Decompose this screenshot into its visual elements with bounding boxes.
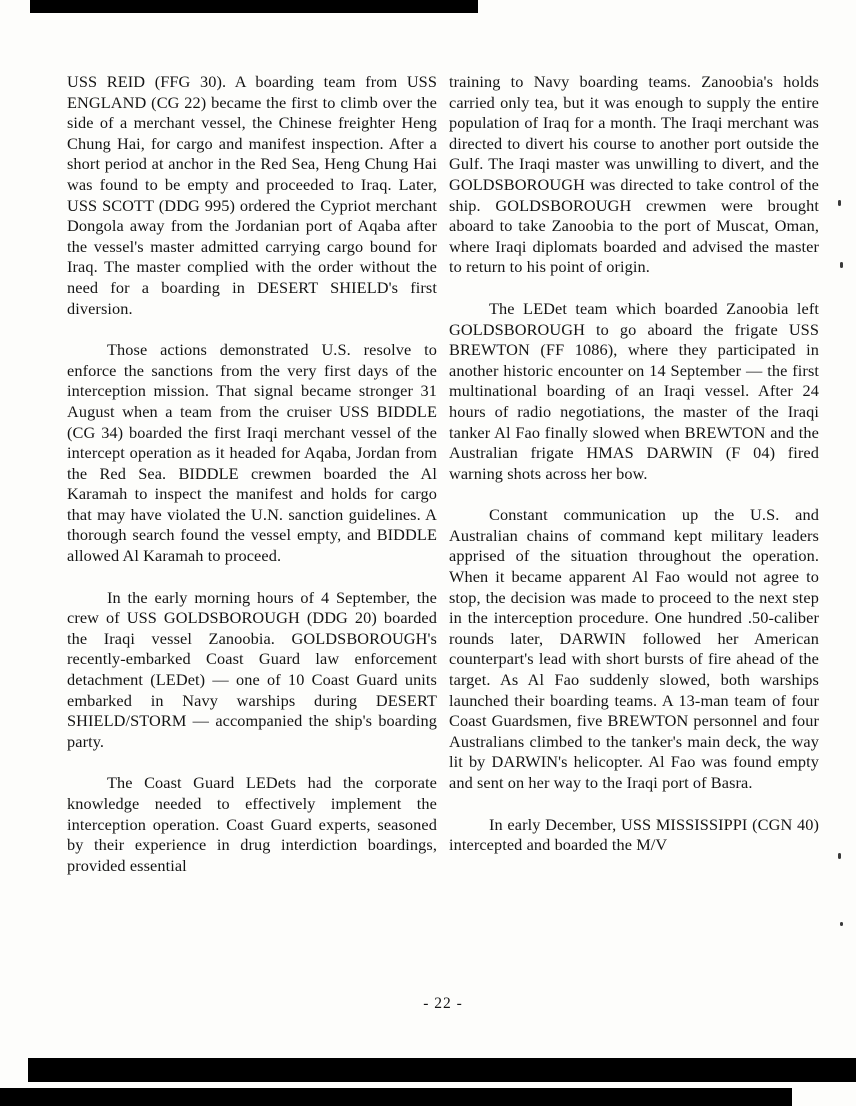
- right-column: [449, 72, 819, 897]
- scan-artifact-top-bar: [30, 0, 478, 13]
- left-column: [67, 72, 437, 897]
- scan-speck: [840, 922, 843, 926]
- paragraph: In early December, USS MISSISSIPPI (CGN 40) intercepted and boarded the M/V: [449, 814, 819, 855]
- paragraph: The LEDet team which boarded Zanoobia left GOLDSBOROUGH to go aboard the frigate USS BREWTON (FF 1086), where they participated in another historic encounter on 14 September — the first multinational boarding of an Iraqi vessel. After 24 hours of radio negotiations, the master of the Iraqi tanker Al Fao finally slowed when BREWTON and the Australian frigate HMAS DARWIN (F 04) fired warning shots across her bow.: [449, 298, 819, 483]
- paragraph: USS REID (FFG 30). A boarding team from USS ENGLAND (CG 22) became the first to climb over the side of a merchant vessel, the Chinese freighter Heng Chung Hai, for cargo and manifest inspection. After a short period at anchor in the Red Sea, Heng Chung Hai was found to be empty and proceeded to Iraq. Later, USS SCOTT (DDG 995) ordered the Cypriot merchant Dongola away from the Jordanian port of Aqaba after the vessel's master admitted carrying cargo bound for Iraq. The master complied with the order without the need for a boarding in DESERT SHIELD's first diversion.: [67, 72, 437, 318]
- scan-speck: [840, 262, 843, 268]
- paragraph: Constant communication up the U.S. and Australian chains of command kept military leaders apprised of the situation throughout the operation. When it became apparent Al Fao would not agree to stop, the decision was made to proceed to the next step in the interception procedure. One hundred .50-caliber rounds later, DARWIN followed her American counterpart's lead with short bursts of fire ahead of the target. As Al Fao suddenly slowed, both warships launched their boarding teams. A 13-man team of four Coast Guardsmen, five BREWTON personnel and four Australians climbed to the tanker's main deck, the way lit by DARWIN's helicopter. Al Fao was found empty and sent on her way to the Iraqi port of Basra.: [449, 505, 819, 792]
- paragraph: The Coast Guard LEDets had the corporate knowledge needed to effectively implement the interception operation. Coast Guard experts, seasoned by their experience in drug interdiction boardings, provided essential: [67, 773, 437, 875]
- paragraph: In the early morning hours of 4 September, the crew of USS GOLDSBOROUGH (DDG 20) boarded the Iraqi vessel Zanoobia. GOLDSBOROUGH's recently-embarked Coast Guard law enforcement detachment (LEDet) — one of 10 Coast Guard units embarked in Navy warships during DESERT SHIELD/STORM — accompanied the ship's boarding party.: [67, 587, 437, 751]
- page-number: - 22 -: [423, 995, 463, 1012]
- scan-speck: [838, 200, 841, 206]
- text-columns: [67, 72, 819, 897]
- paragraph: training to Navy boarding teams. Zanoobia's holds carried only tea, but it was enough to supply the entire population of Iraq for a month. The Iraqi merchant was directed to divert his course to another port outside the Gulf. The Iraqi master was unwilling to divert, and the GOLDSBOROUGH was directed to take control of the ship. GOLDSBOROUGH crewmen were brought aboard to take Zanoobia to the port of Muscat, Oman, where Iraqi diplomats boarded and advised the master to return to his point of origin.: [449, 72, 819, 277]
- scan-speck: [838, 853, 841, 859]
- scan-artifact-bottom-bar-1: [28, 1058, 856, 1082]
- paragraph: Those actions demonstrated U.S. resolve to enforce the sanctions from the very first days of the interception mission. That signal became stronger 31 August when a team from the cruiser USS BIDDLE (CG 34) boarded the first Iraqi merchant vessel of the intercept operation as it headed for Aqaba, Jordan from the Red Sea. BIDDLE crewmen boarded the Al Karamah to inspect the manifest and holds for cargo that may have violated the U.N. sanction guidelines. A thorough search found the vessel empty, and BIDDLE allowed Al Karamah to proceed.: [67, 340, 437, 566]
- scan-artifact-bottom-bar-2: [0, 1088, 792, 1106]
